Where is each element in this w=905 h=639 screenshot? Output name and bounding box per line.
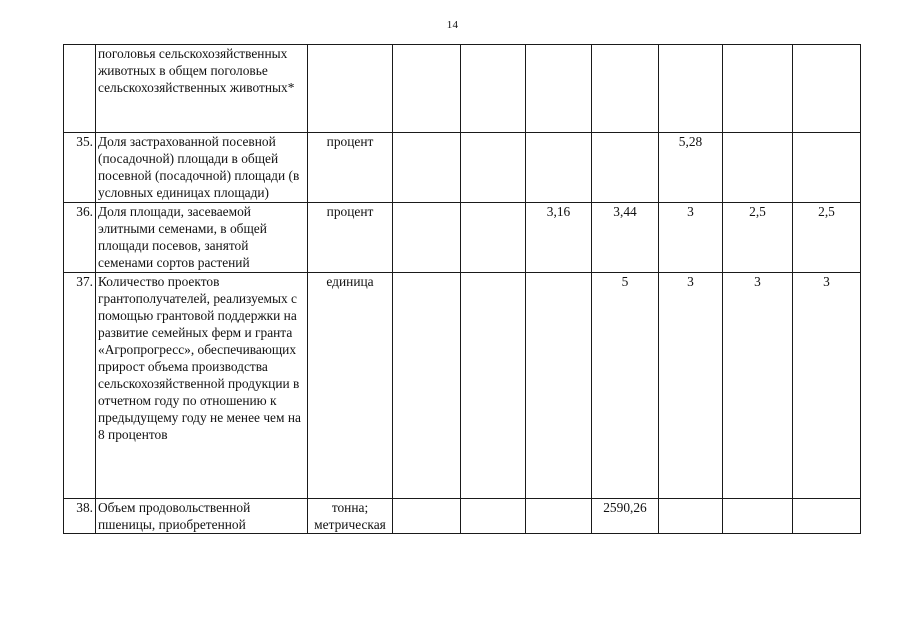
value-cell: 2,5 [723,203,793,273]
value-cell [393,203,461,273]
table-row [64,273,861,499]
row-number [64,45,96,133]
value-cell: 3 [793,273,861,499]
row-number: 37. [64,273,96,499]
value-cell [592,45,659,133]
value-cell [461,499,526,534]
value-cell [793,133,861,203]
value-cell: 3 [659,203,723,273]
unit-cell: процент [308,203,393,273]
value-cell [723,499,793,534]
value-cell [393,499,461,534]
unit-cell: тонна; метрическая [308,499,393,534]
value-cell [526,45,592,133]
value-cell [461,273,526,499]
value-cell [659,45,723,133]
value-cell [461,133,526,203]
value-cell [461,203,526,273]
indicator-name: Доля застрахованной посевной (посадочной) площади в общей посевной (посадочной) площади (в условных единицах площади) [96,133,308,203]
value-cell [526,133,592,203]
value-cell: 3,44 [592,203,659,273]
value-cell: 3 [723,273,793,499]
unit-cell: процент [308,133,393,203]
value-cell: 5,28 [659,133,723,203]
unit-cell: единица [308,273,393,499]
value-cell [393,45,461,133]
table-row [64,203,861,273]
value-cell [723,45,793,133]
table-row [64,133,861,203]
value-cell [393,133,461,203]
table-row [64,45,861,133]
value-cell [723,133,793,203]
value-cell [526,499,592,534]
value-cell: 3 [659,273,723,499]
value-cell [461,45,526,133]
value-cell: 3,16 [526,203,592,273]
row-number: 35. [64,133,96,203]
row-number: 36. [64,203,96,273]
value-cell: 5 [592,273,659,499]
value-cell [793,45,861,133]
indicator-name: Объем продовольственной пшеницы, приобретенной [96,499,308,534]
value-cell [793,499,861,534]
indicator-name: Доля площади, засеваемой элитными семенами, в общей площади посевов, занятой семенами сортов растений [96,203,308,273]
unit-cell [308,45,393,133]
value-cell [526,273,592,499]
page-number: 14 [446,19,459,31]
table-row [64,499,861,534]
value-cell [393,273,461,499]
value-cell: 2,5 [793,203,861,273]
value-cell [659,499,723,534]
row-number: 38. [64,499,96,534]
value-cell: 2590,26 [592,499,659,534]
value-cell [592,133,659,203]
indicator-name: Количество проектов грантополучателей, реализуемых с помощью грантовой поддержки на развитие семейных ферм и гранта «Агропрогресс», обеспечивающих прирост объема производства сельскохозяйственной продукции в отчетном году по отношению к предыдущему году не менее чем на 8 процентов [96,273,308,499]
indicators-table [63,44,861,534]
indicator-name: поголовья сельскохозяйственных животных в общем поголовье сельскохозяйственных животных* [96,45,308,133]
